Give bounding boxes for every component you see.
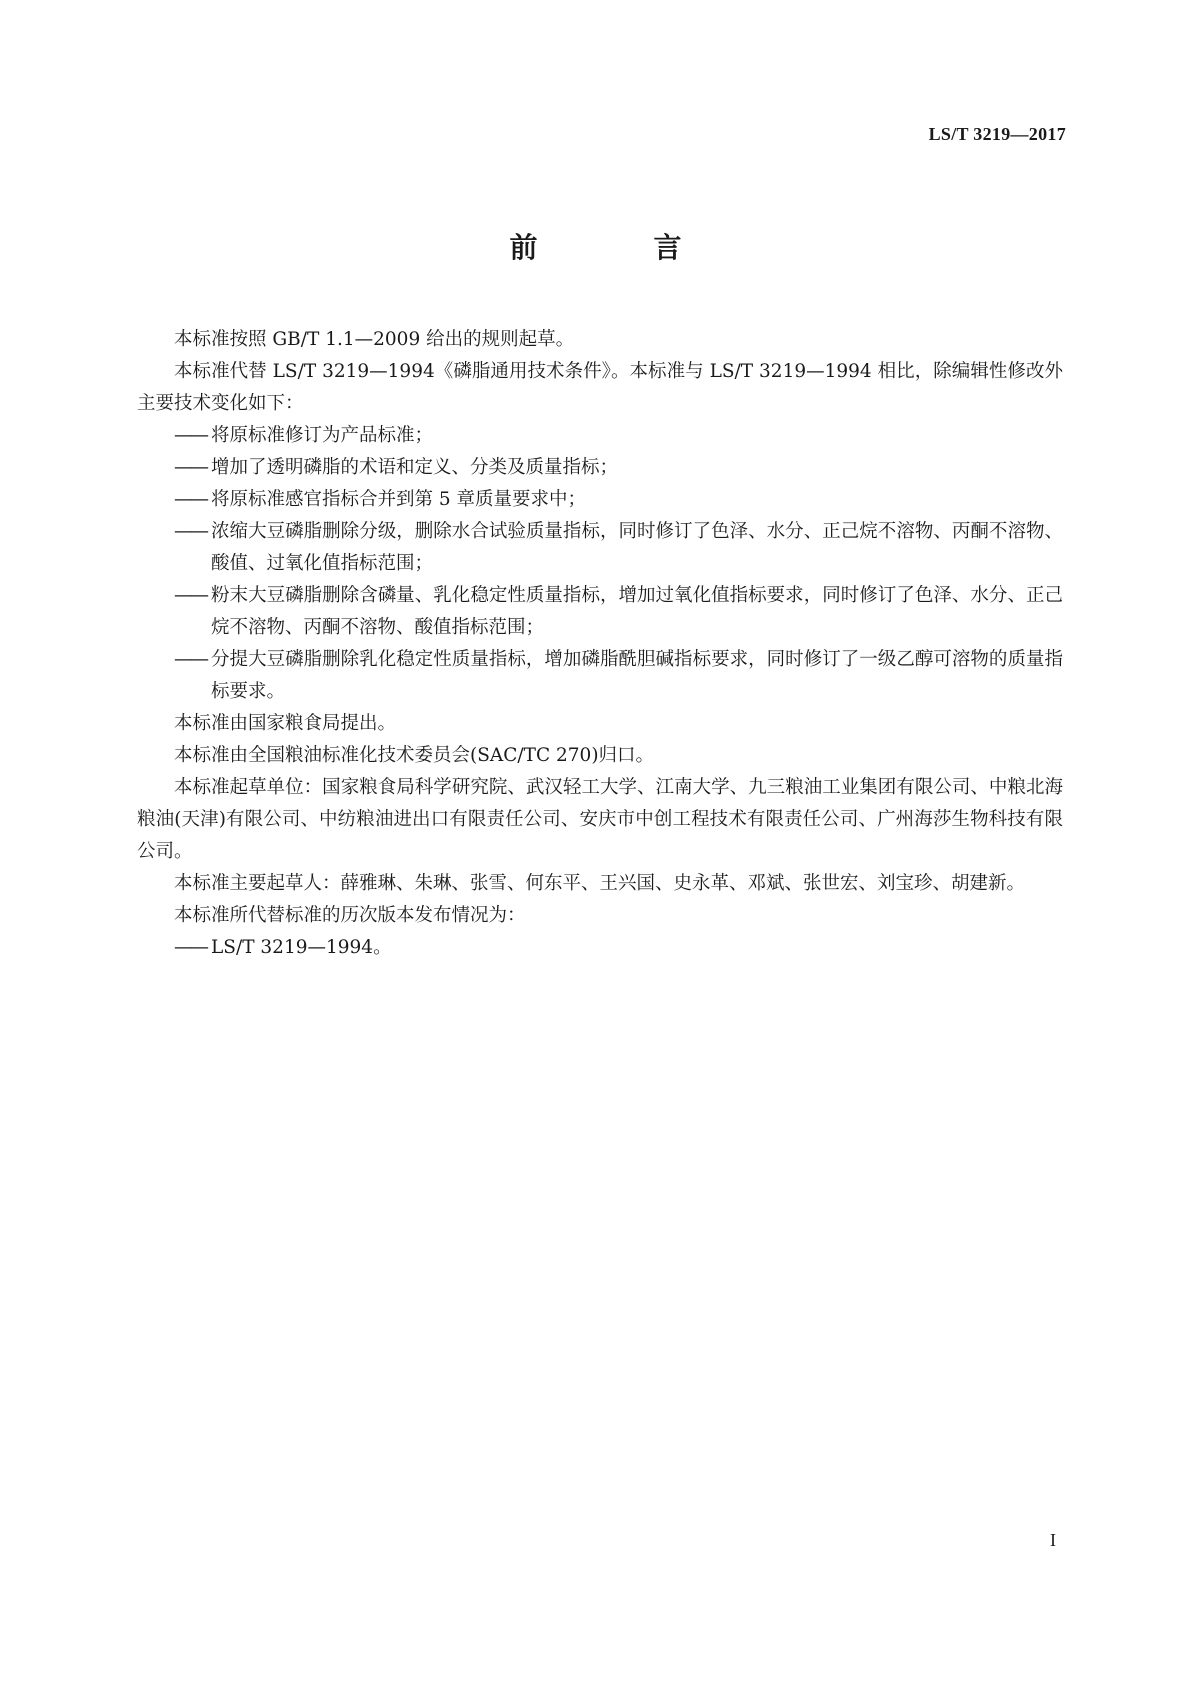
paragraph-committee: 本标准由全国粮油标准化技术委员会(SAC/TC 270)归口。 <box>174 745 655 766</box>
history-item <box>137 932 1063 964</box>
change-item <box>137 644 1063 708</box>
paragraph-history-intro: 本标准所代替标准的历次版本发布情况为： <box>174 905 526 926</box>
dash-marker: —— <box>174 937 207 958</box>
page-title: 前 言 <box>509 231 726 264</box>
paragraph-replacement: 本标准代替 LS/T 3219—1994《磷脂通用技术条件》。本标准与 LS/T 3219—1994 相比，除编辑性修改外主要技术变化如下： <box>137 361 1063 414</box>
change-text: 分提大豆磷脂删除乳化稳定性质量指标，增加磷脂酰胆碱指标要求，同时修订了一级乙醇可溶物的质量指标要求。 <box>211 649 1063 702</box>
change-item <box>137 516 1063 580</box>
paragraph-drafting-units: 本标准起草单位：国家粮食局科学研究院、武汉轻工大学、江南大学、九三粮油工业集团有限公司、中粮北海粮油(天津)有限公司、中纺粮油进出口有限责任公司、安庆市中创工程技术有限责任公司、广州海莎生物科技有限公司。 <box>137 777 1063 862</box>
change-text: 将原标准感官指标合并到第 5 章质量要求中； <box>211 489 587 510</box>
history-text: LS/T 3219—1994。 <box>211 937 392 958</box>
standard-code: LS/T 3219—2017 <box>928 124 1066 144</box>
change-item <box>137 580 1063 644</box>
dash-marker: —— <box>174 585 207 606</box>
dash-marker: —— <box>174 489 207 510</box>
change-item <box>137 420 1063 452</box>
change-text: 将原标准修订为产品标准； <box>211 425 434 446</box>
dash-marker: —— <box>174 649 207 670</box>
document-body <box>137 324 1063 964</box>
paragraph-drafting-rules: 本标准按照 GB/T 1.1—2009 给出的规则起草。 <box>174 329 575 350</box>
change-item <box>137 484 1063 516</box>
dash-marker: —— <box>174 521 207 542</box>
paragraph-drafters: 本标准主要起草人：薛雅琳、朱琳、张雪、何东平、王兴国、史永革、邓斌、张世宏、刘宝珍、胡建新。 <box>174 873 1026 894</box>
change-text: 增加了透明磷脂的术语和定义、分类及质量指标； <box>211 457 619 478</box>
dash-marker: —— <box>174 457 207 478</box>
change-text: 浓缩大豆磷脂删除分级，删除水合试验质量指标，同时修订了色泽、水分、正己烷不溶物、丙酮不溶物、酸值、过氧化值指标范围； <box>211 521 1063 574</box>
change-item <box>137 452 1063 484</box>
change-text: 粉末大豆磷脂删除含磷量、乳化稳定性质量指标，增加过氧化值指标要求，同时修订了色泽、水分、正己烷不溶物、丙酮不溶物、酸值指标范围； <box>211 585 1063 638</box>
dash-marker: —— <box>174 425 207 446</box>
paragraph-proposer: 本标准由国家粮食局提出。 <box>174 713 397 734</box>
page-number: I <box>1050 1530 1056 1550</box>
